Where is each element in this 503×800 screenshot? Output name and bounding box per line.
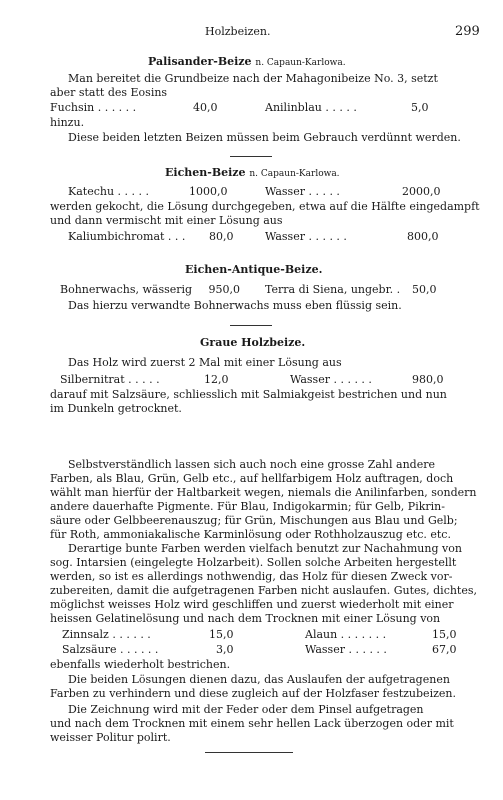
recipe-row bbox=[62, 643, 234, 657]
paragraph-line: Farben, als Blau, Grün, Gelb etc., auf hellfarbigem Holz auftragen, doch bbox=[50, 472, 454, 485]
section-title-palisander bbox=[148, 55, 346, 68]
paragraph-line: im Dunkeln getrocknet. bbox=[50, 402, 182, 415]
paragraph-line: weisser Politur polirt. bbox=[50, 731, 171, 744]
paragraph-line: hinzu. bbox=[50, 116, 85, 129]
section-title-eichen bbox=[165, 166, 340, 179]
paragraph-line: sog. Intarsien (eingelegte Holzarbeit). Sollen solche Arbeiten hergestellt bbox=[50, 556, 457, 569]
recipe-row bbox=[265, 283, 437, 297]
ingredient-name: Salzsäure . . . . . . bbox=[62, 643, 159, 656]
paragraph-line: zubereiten, damit die aufgetragenen Farben nicht auslaufen. Gutes, dichtes, bbox=[50, 584, 478, 597]
recipe-row bbox=[265, 101, 429, 115]
paragraph-line: Derartige bunte Farben werden vielfach benutzt zur Nachahmung von bbox=[68, 542, 462, 555]
paragraph-line: Die beiden Lösungen dienen dazu, das Auslaufen der aufgetragenen bbox=[68, 673, 450, 686]
recipe-row bbox=[305, 628, 457, 642]
recipe-row bbox=[68, 230, 234, 244]
ingredient-qty: 15,0 bbox=[209, 628, 234, 641]
ingredient-qty: 800,0 bbox=[407, 230, 439, 243]
running-head: Holzbeizen. bbox=[205, 25, 271, 38]
paragraph-line: Das hierzu verwandte Bohnerwachs muss eben flüssig sein. bbox=[68, 299, 402, 312]
paragraph-line: Die Zeichnung wird mit der Feder oder dem Pinsel aufgetragen bbox=[68, 703, 424, 716]
ingredient-qty: 5,0 bbox=[411, 101, 429, 114]
paragraph-line: werden gekocht, die Lösung durchgegeben, etwa auf die Hälfte eingedampft bbox=[50, 200, 480, 213]
paragraph-line: heissen Gelatinelösung und nach dem Trocknen mit einer Lösung von bbox=[50, 612, 441, 625]
ingredient-qty: 40,0 bbox=[193, 101, 218, 114]
paragraph-line: Diese beiden letzten Beizen müssen beim Gebrauch verdünnt werden. bbox=[68, 131, 461, 144]
ingredient-name: Fuchsin . . . . . . bbox=[50, 101, 137, 114]
section-divider bbox=[230, 325, 272, 326]
recipe-row bbox=[62, 628, 234, 642]
section-title-antique: Eichen-Antique-Beize. bbox=[185, 263, 323, 276]
page-number: 299 bbox=[455, 24, 480, 39]
closing-divider bbox=[205, 752, 293, 753]
ingredient-name: Terra di Siena, ungebr. . bbox=[265, 283, 401, 296]
ingredient-qty: 1000,0 bbox=[189, 185, 228, 198]
ingredient-name: Alaun . . . . . . . bbox=[305, 628, 387, 641]
paragraph-line: wählt man hierfür der Haltbarkeit wegen, niemals die Anilinfarben, sondern bbox=[50, 486, 477, 499]
ingredient-name: Silbernitrat . . . . . bbox=[60, 373, 160, 386]
recipe-row bbox=[60, 283, 239, 297]
recipe-row bbox=[305, 643, 457, 657]
paragraph-line: Selbstverständlich lassen sich auch noch eine grosse Zahl andere bbox=[68, 458, 435, 471]
paragraph-line: ebenfalls wiederholt bestrichen. bbox=[50, 658, 231, 671]
section-divider bbox=[230, 156, 272, 157]
paragraph-line: aber statt des Eosins bbox=[50, 86, 168, 99]
ingredient-qty: 67,0 bbox=[432, 643, 457, 656]
title-text: Eichen-Beize bbox=[165, 166, 246, 179]
recipe-row bbox=[68, 185, 228, 199]
title-source: n. Capaun-Karlowa. bbox=[255, 58, 346, 68]
ingredient-name: Kaliumbichromat . . . bbox=[68, 230, 186, 243]
ingredient-name: Wasser . . . . . . bbox=[290, 373, 372, 386]
ingredient-name: Zinnsalz . . . . . . bbox=[62, 628, 151, 641]
ingredient-qty: 50,0 bbox=[412, 283, 437, 296]
paragraph-line: und nach dem Trocknen mit einem sehr hellen Lack überzogen oder mit bbox=[50, 717, 454, 730]
paragraph-line: säure oder Gelbbeerenauszug; für Grün, Mischungen aus Blau und Gelb; bbox=[50, 514, 458, 527]
ingredient-name: Katechu . . . . . bbox=[68, 185, 150, 198]
ingredient-qty: 12,0 bbox=[204, 373, 229, 386]
ingredient-name: Anilinblau . . . . . bbox=[265, 101, 357, 114]
recipe-row bbox=[265, 185, 441, 199]
paragraph-line: und dann vermischt mit einer Lösung aus bbox=[50, 214, 283, 227]
recipe-row bbox=[60, 373, 229, 387]
paragraph-line: andere dauerhafte Pigmente. Für Blau, Indigokarmin; für Gelb, Pikrin- bbox=[50, 500, 445, 513]
recipe-row bbox=[50, 101, 218, 115]
ingredient-qty: 2000,0 bbox=[402, 185, 441, 198]
paragraph-line: Man bereitet die Grundbeize nach der Mahagonibeize No. 3, setzt bbox=[68, 72, 438, 85]
paragraph-line: für Roth, ammoniakalische Karminlösung oder Rothholzauszug etc. etc. bbox=[50, 528, 451, 541]
ingredient-name: Wasser . . . . . . bbox=[265, 230, 347, 243]
ingredient-qty: 80,0 bbox=[209, 230, 234, 243]
title-text: Palisander-Beize bbox=[148, 55, 252, 68]
paragraph-line: möglichst weisses Holz wird geschliffen und zuerst wiederholt mit einer bbox=[50, 598, 454, 611]
ingredient-qty: 980,0 bbox=[412, 373, 444, 386]
paragraph-line: Das Holz wird zuerst 2 Mal mit einer Lösung aus bbox=[68, 356, 342, 369]
paragraph-line: werden, so ist es allerdings nothwendig, das Holz für diesen Zweck vor- bbox=[50, 570, 453, 583]
ingredient-name: Wasser . . . . . bbox=[265, 185, 340, 198]
ingredient-qty: 950,0 bbox=[208, 283, 240, 296]
ingredient-qty: 3,0 bbox=[216, 643, 234, 656]
paragraph-line: darauf mit Salzsäure, schliesslich mit Salmiakgeist bestrichen und nun bbox=[50, 388, 447, 401]
ingredient-name: Bohnerwachs, wässerig bbox=[60, 283, 193, 296]
paragraph-line: Farben zu verhindern und diese zugleich auf der Holzfaser festzubeizen. bbox=[50, 687, 456, 700]
section-title-graue: Graue Holzbeize. bbox=[200, 336, 306, 349]
ingredient-qty: 15,0 bbox=[432, 628, 457, 641]
recipe-row bbox=[290, 373, 444, 387]
recipe-row bbox=[265, 230, 439, 244]
ingredient-name: Wasser . . . . . . bbox=[305, 643, 387, 656]
title-source: n. Capaun-Karlowa. bbox=[249, 169, 340, 179]
